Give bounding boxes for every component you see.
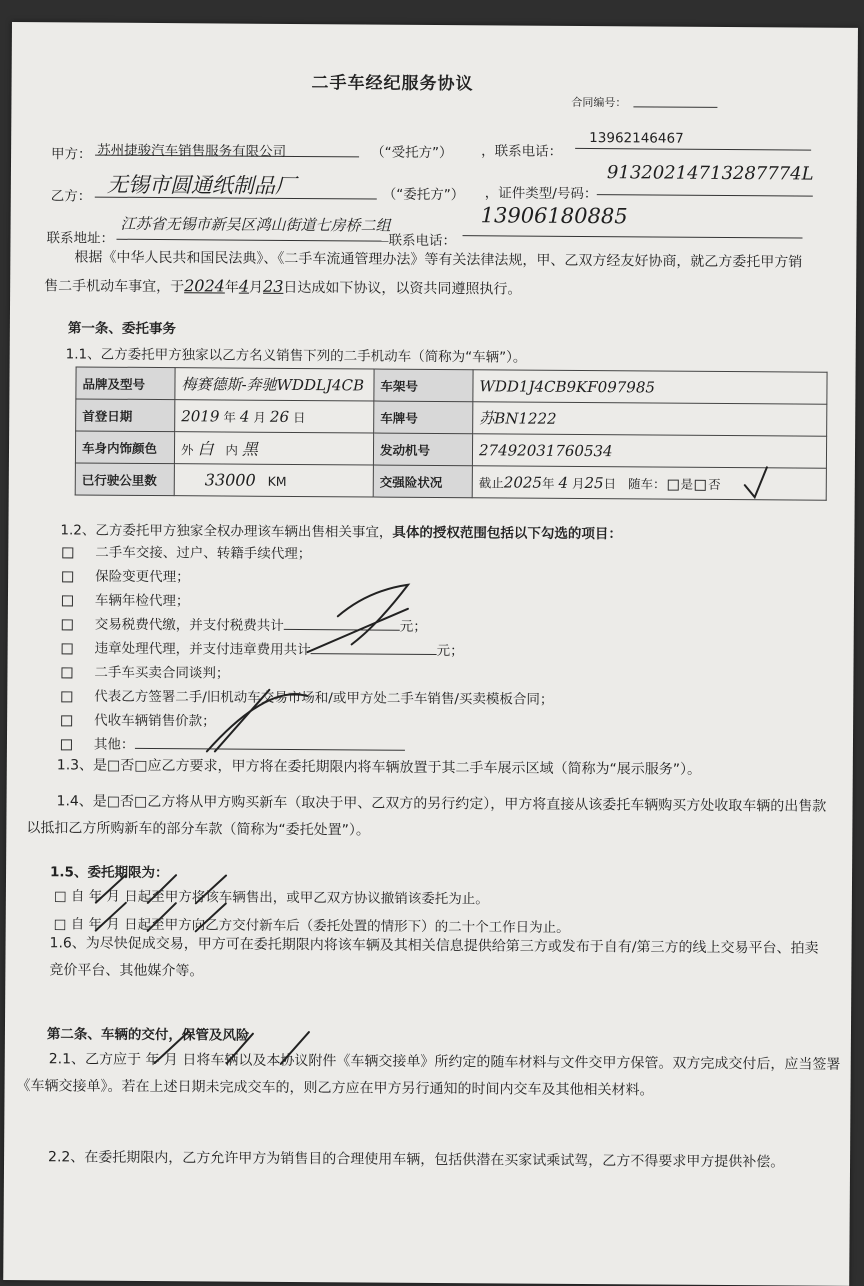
item-label: 其他：	[93, 736, 135, 753]
clause-1-5-title: 1.5、委托期限为：	[50, 864, 169, 882]
item-label: 代表乙方签署二手/旧机动车交易市场和/或甲方处二手车销售/买卖模板合同；	[94, 688, 554, 708]
party-a-role: （“受托方”）	[371, 144, 453, 162]
strike-mark	[196, 903, 226, 931]
brand-label: 品牌及型号	[76, 367, 175, 400]
article-2-title: 第二条、车辆的交付，保管及风险	[46, 1026, 250, 1044]
item-label: 车辆年检代理；	[94, 592, 190, 610]
clause-1-4: 1.4、是□否□乙方将从甲方购买新车（取决于甲、乙双方的另行约定），甲方将直接从该委托车辆购买方处收取车辆的出售款以抵扣乙方所购新车的部分车款（简称为“委托处置”）。	[26, 793, 827, 839]
registration-date-value: 2019 年 4 月 26 日	[175, 400, 374, 433]
party-b-phone-label: 联系电话：	[388, 232, 457, 250]
color-value: 外 白 内 黑	[174, 432, 373, 465]
item-label: 保险变更代理；	[95, 568, 190, 586]
party-b-id-label: ，证件类型/号码：	[484, 185, 598, 203]
plate-label: 车牌号	[374, 401, 473, 434]
vin-label: 车架号	[374, 369, 473, 402]
strike-mark	[338, 584, 408, 644]
intro-paragraph: 根据《中华人民共和国民法典》、《二手车流通管理办法》等有关法律法规，甲、乙双方经友好协商，就乙方委托甲方销售二手机动车事宜，于2024年4月23日达成如下协议，以资共同遵照执行。	[44, 249, 803, 298]
party-a-phone-label: ，联系电话：	[481, 143, 563, 160]
strike-mark	[308, 608, 408, 653]
party-b-phone: 13906180885	[480, 203, 628, 229]
document-title: 二手车经纪服务协议	[311, 73, 474, 95]
engine-label: 发动机号	[373, 433, 472, 466]
strike-mark	[96, 903, 126, 931]
item-label: 代收车辆销售价款；	[94, 712, 216, 730]
party-a-phone: 13962146467	[589, 130, 684, 147]
brand-value: 梅赛德斯-奔驰WDDLJ4CB	[175, 368, 374, 401]
party-b-label: 乙方：	[50, 188, 92, 205]
authorization-item: 违章处理代理，并支付违章费用共计 元；	[60, 636, 464, 659]
party-b-address: 江苏省无锡市新吴区鸿山街道七房桥二组	[120, 214, 391, 235]
vin-value: WDD1J4CB9KF097985	[473, 370, 827, 404]
party-b-address-label: 联系地址：	[46, 230, 115, 247]
agreement-year: 2024	[184, 276, 225, 296]
item-label: 二手车买卖合同谈判；	[94, 664, 230, 682]
party-b-role: （“委托方”）	[382, 186, 465, 204]
strike-mark	[148, 903, 176, 931]
mileage-label: 已行驶公里数	[75, 463, 174, 496]
strike-mark	[215, 689, 269, 751]
authorization-item: 交易税费代缴，并支付税费共计 元；	[60, 612, 427, 635]
mileage-value: 33000 KM	[174, 464, 373, 497]
agreement-day: 23	[263, 276, 284, 296]
party-a-label: 甲方：	[51, 146, 92, 163]
color-label: 车身内饰颜色	[75, 431, 174, 464]
strike-mark	[281, 1032, 309, 1064]
agreement-month: 4	[238, 276, 250, 296]
strike-mark	[148, 875, 176, 903]
contract-sheet	[3, 22, 858, 1286]
clause-1-6: 1.6、为尽快促成交易，甲方可在委托期限内将该车辆及其相关信息提供给第三方或发布于自有/第三方的线上交易平台、拍卖竞价平台、其他媒介等。	[49, 935, 819, 980]
strike-mark	[155, 1031, 189, 1063]
strike-mark	[227, 1034, 253, 1064]
insurance-value: 截止2025年 4 月25日 随车： 是 否	[472, 466, 826, 500]
clause-1-5-b: □ 自 年 月 日起至甲方向乙方交付新车后（委托处置的情形下）的二十个工作日为止。	[53, 916, 570, 936]
plate-value: 苏BN1222	[473, 402, 827, 436]
contract-no-label: 合同编号：	[571, 95, 627, 110]
engine-value: 27492031760534	[472, 434, 826, 468]
registration-date-label: 首登日期	[76, 399, 175, 432]
item-label: 交易税费代缴，并支付税费共计	[94, 616, 284, 634]
strike-mark	[196, 875, 226, 903]
party-b-name: 无锡市圆通纸制品厂	[106, 172, 296, 198]
handwritten-strokes	[3, 22, 858, 1286]
clause-1-1: 1.1、乙方委托甲方独家以乙方名义销售下列的二手机动车（简称为“车辆”）。	[65, 346, 527, 366]
check-mark	[745, 467, 767, 497]
clause-1-2: 1.2、乙方委托甲方独家全权办理该车辆出售相关事宜，具体的授权范围包括以下勾选的项目：	[60, 522, 622, 543]
item-label: 违章处理代理，并支付违章费用共计	[94, 640, 311, 659]
insurance-label: 交强险状况	[373, 465, 472, 498]
article-1-title: 第一条、委托事务	[67, 320, 176, 338]
clause-2-1: 2.1、乙方应于 年 月 日将车辆以及本协议附件《车辆交接单》所约定的随车材料与文件交甲方保管。双方完成交付后，应当签署《车辆交接单》。若在上述日期未完成交车的，则乙方应在甲方另行通知的时间内交车及其他相关材料。	[16, 1051, 841, 1099]
clause-1-3: 1.3、是□否□应乙方要求，甲方将在委托期限内将车辆放置于其二手车展示区域（简称为“展示服务”）。	[56, 757, 702, 778]
clause-1-5-a: □ 自 年 月 日起至甲方将该车辆售出，或甲乙双方协议撤销该委托为止。	[53, 888, 489, 908]
clause-2-2: 2.2、在委托期限内，乙方允许甲方为销售目的合理使用车辆，包括供潜在买家试乘试驾，乙方不得要求甲方提供补偿。	[48, 1149, 785, 1171]
party-b-id: 91320214713287774L	[606, 162, 814, 185]
party-a-name: 苏州捷骏汽车销售服务有限公司	[97, 142, 287, 160]
item-label: 二手车交接、过户、转籍手续代理；	[95, 544, 312, 563]
strike-mark	[96, 875, 126, 903]
